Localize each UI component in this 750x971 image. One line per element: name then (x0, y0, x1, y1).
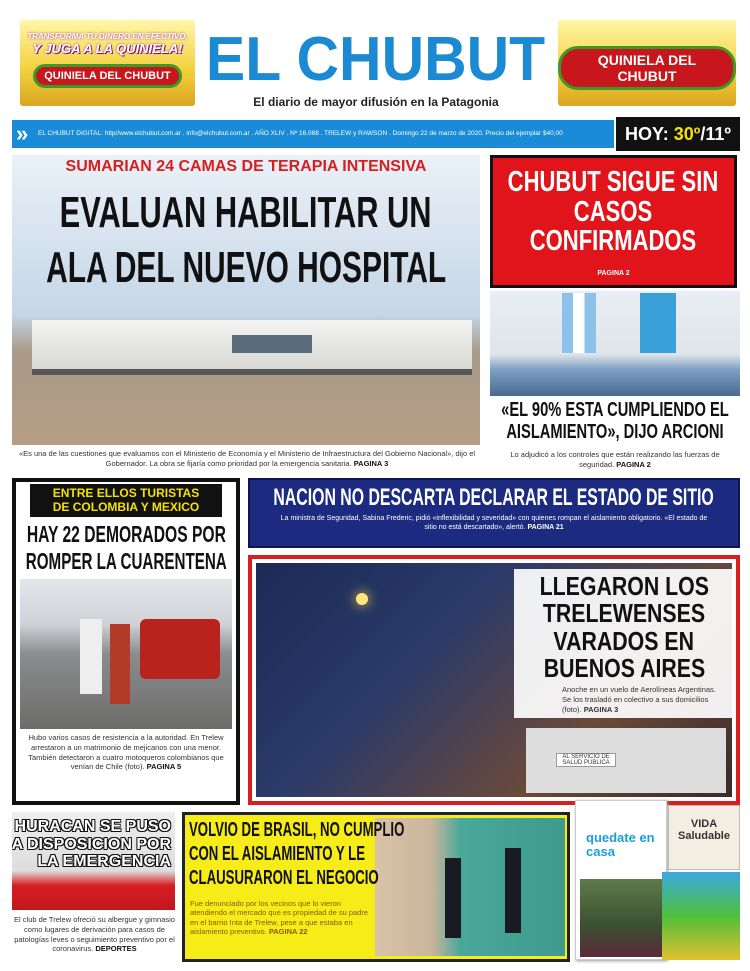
weather-label: HOY: (625, 124, 669, 144)
ad-text: TRANSFORMA TU DINERO EN EFECTIVO, (27, 32, 188, 41)
caption-text: «Es una de las cuestiones que evaluamos con el Ministerio de Economía y el Ministerio de Infraestructura del Gobierno Nacional», dijo el Gobernador. La obra se fijaría como prioridad por la emergencia sanitaria. (18, 449, 476, 468)
varados-headline-3: VARADOS EN (553, 625, 695, 656)
kicker: ENTRE ELLOS TURISTAS (52, 486, 200, 500)
quiniela-logo: QUINIELA DEL CHUBUT (558, 46, 736, 90)
demorados-headline-1: HAY 22 DEMORADOS POR (26, 520, 226, 547)
arcioni-caption (495, 450, 735, 470)
demorados-box[interactable] (12, 478, 240, 805)
huracan-caption (12, 915, 177, 954)
newspaper-logo[interactable]: EL CHUBUT (206, 25, 546, 94)
page-ref: PAGINA 21 (527, 524, 564, 532)
demorados-caption (22, 733, 230, 772)
page-ref: PAGINA 2 (597, 270, 630, 277)
brasil-headline-3: CLAUSURARON EL NEGOCIO (189, 867, 379, 889)
supplement-title: VIDA Saludable (678, 818, 730, 843)
page-ref: PAGINA 22 (268, 927, 308, 937)
main-kicker: SUMARIAN 24 CAMAS DE TERAPIA INTENSIVA (65, 158, 427, 175)
tagline: El diario de mayor difusión en la Patagonia (253, 95, 499, 109)
supplement-vida-saludable[interactable] (668, 805, 740, 870)
varados-headline-2: TRELEWENSES (542, 598, 706, 629)
section-ref: DEPORTES (95, 944, 137, 954)
quiniela-logo: QUINIELA DEL CHUBUT (33, 64, 182, 88)
varados-headline-1-wrap (514, 573, 734, 600)
huracan-headline-1: HURACAN SE PUSO (14, 818, 171, 835)
caption-text: Anoche en un vuelo de Aerolíneas Argentinas. Se los trasladó en colectivo a sus domicilios (foto). (562, 685, 716, 714)
caption-text: Fue denunciado por los vecinos que lo vieron atendiendo el mercado que es propiedad de su padre en el barrio Inta de Trelew, pese a que estaba en aislamiento preventivo. (190, 899, 369, 937)
person (80, 619, 102, 694)
street-light (356, 593, 368, 605)
estado-sitio-headline: NACION NO DESCARTA DECLARAR EL ESTADO DE SITIO (273, 484, 715, 511)
brasil-headline-1: VOLVIO DE BRASIL, NO CUMPLIO (189, 819, 405, 841)
main-headline-1-wrap[interactable] (12, 190, 480, 236)
supplement-quedate[interactable] (575, 800, 667, 960)
brasil-headline-2-wrap (189, 842, 449, 866)
chevron-right-icon: » (16, 121, 29, 146)
estado-sitio-banner[interactable] (248, 478, 740, 548)
varados-caption (562, 685, 726, 714)
main-headline-1[interactable]: EVALUAN HABILITAR UN (60, 188, 432, 237)
demorados-headline-2: ROMPER LA CUARENTENA (25, 547, 227, 574)
varados-headline-4-wrap (514, 652, 734, 683)
caption-text: La ministra de Seguridad, Sabina Frederic, pidió «inflexibilidad y severidad» con quienes rompan el aislamiento obligatorio. «El estado de sitio no está descartado», alertó. (280, 515, 708, 532)
arcioni-headline[interactable]: «EL 90% ESTA CUMPLIENDO EL AISLAMIENTO», DIJO ARCIONI (501, 399, 729, 443)
page-ref: PAGINA 3 (353, 458, 389, 468)
demorados-headline-1-wrap (16, 522, 236, 546)
page-ref: PAGINA 3 (583, 704, 619, 714)
page-ref: PAGINA 5 (146, 762, 182, 772)
varados-headline-2-wrap (514, 600, 734, 627)
ad-text: Y JUGA A LA QUINIELA! (32, 41, 183, 56)
estado-sitio-caption (280, 514, 708, 532)
quiniela-ad-right[interactable] (558, 20, 736, 106)
supplement-title: quedate en casa (586, 830, 655, 859)
arcioni-photo (490, 291, 740, 396)
varados-headline-4: BUENOS AIRES (543, 652, 705, 683)
main-headline-2[interactable]: ALA DEL NUEVO HOSPITAL (45, 243, 447, 292)
caption-text: Lo adjudicó a los controles que están realizando las fuerzas de seguridad. (510, 450, 720, 469)
brasil-caption (190, 899, 370, 937)
caption-text: Hubo varios casos de resistencia a la autoridad. En Trelew arrestaron a un matrimonio de mejicanos con una menor. También detectaron a cuatro motoqueros colombianos que venían de Chile (foto). (28, 733, 224, 772)
page-ref: PAGINA 2 (616, 459, 651, 469)
main-headline-2-wrap[interactable] (12, 245, 480, 291)
varados-box[interactable] (248, 555, 740, 805)
weather-box (616, 117, 740, 151)
brasil-headline-3-wrap (189, 866, 449, 890)
quiniela-ad-left[interactable] (20, 20, 195, 106)
estado-sitio-headline-wrap (250, 485, 738, 510)
info-bar: EL CHUBUT DIGITAL: http//www.elchubut.com.ar . info@elchubut.com.ar . AÑO XLIV . Nº 16.088 . TRELEW y RAWSON . Domingo 22 de marzo de 2020. Precio del ejemplar $40,00 (12, 120, 614, 148)
main-kicker-wrap (12, 159, 480, 176)
huracan-headline-3: LA EMERGENCIA (37, 853, 171, 871)
weather-sep: / (700, 124, 706, 144)
motorcycle (140, 619, 220, 679)
chubut-flag (640, 293, 676, 353)
person (110, 624, 130, 704)
huracan-headline-2: A DISPOSICION POR (12, 835, 171, 853)
varados-headline-3-wrap (514, 625, 734, 656)
brasil-headline-2: CON EL AISLAMIENTO Y LE (189, 843, 366, 865)
supplement-kids[interactable] (662, 872, 740, 960)
weather-min: 11º (705, 124, 731, 144)
huracan-photo[interactable] (12, 812, 175, 910)
demorados-headline-2-wrap (16, 549, 236, 573)
varados-headline-1: LLEGARON LOS (539, 571, 709, 601)
argentina-flag (562, 293, 596, 353)
brasil-box[interactable] (182, 812, 570, 962)
kicker: DE COLOMBIA Y MEXICO (52, 500, 200, 515)
building-window (232, 335, 312, 353)
cover-photo (580, 879, 662, 957)
red-box[interactable] (490, 155, 737, 288)
bus-sign: AL SERVICIO DE SALUD PUBLICA (556, 753, 616, 767)
brasil-headline-1-wrap (189, 818, 449, 842)
caption-text: El club de Trelew ofreció su albergue y gimnasio como lugares de derivación para casos de patologías leves o seguimiento preventivo por el coronavirus. (14, 915, 175, 954)
weather-max: 30º (673, 124, 701, 144)
officer (505, 848, 521, 933)
newspaper-logo-wrap[interactable] (200, 26, 552, 94)
red-box-headline: CHUBUT SIGUE SIN CASOS CONFIRMADOS (507, 166, 719, 258)
police-photo (20, 579, 232, 729)
main-caption (12, 449, 482, 469)
